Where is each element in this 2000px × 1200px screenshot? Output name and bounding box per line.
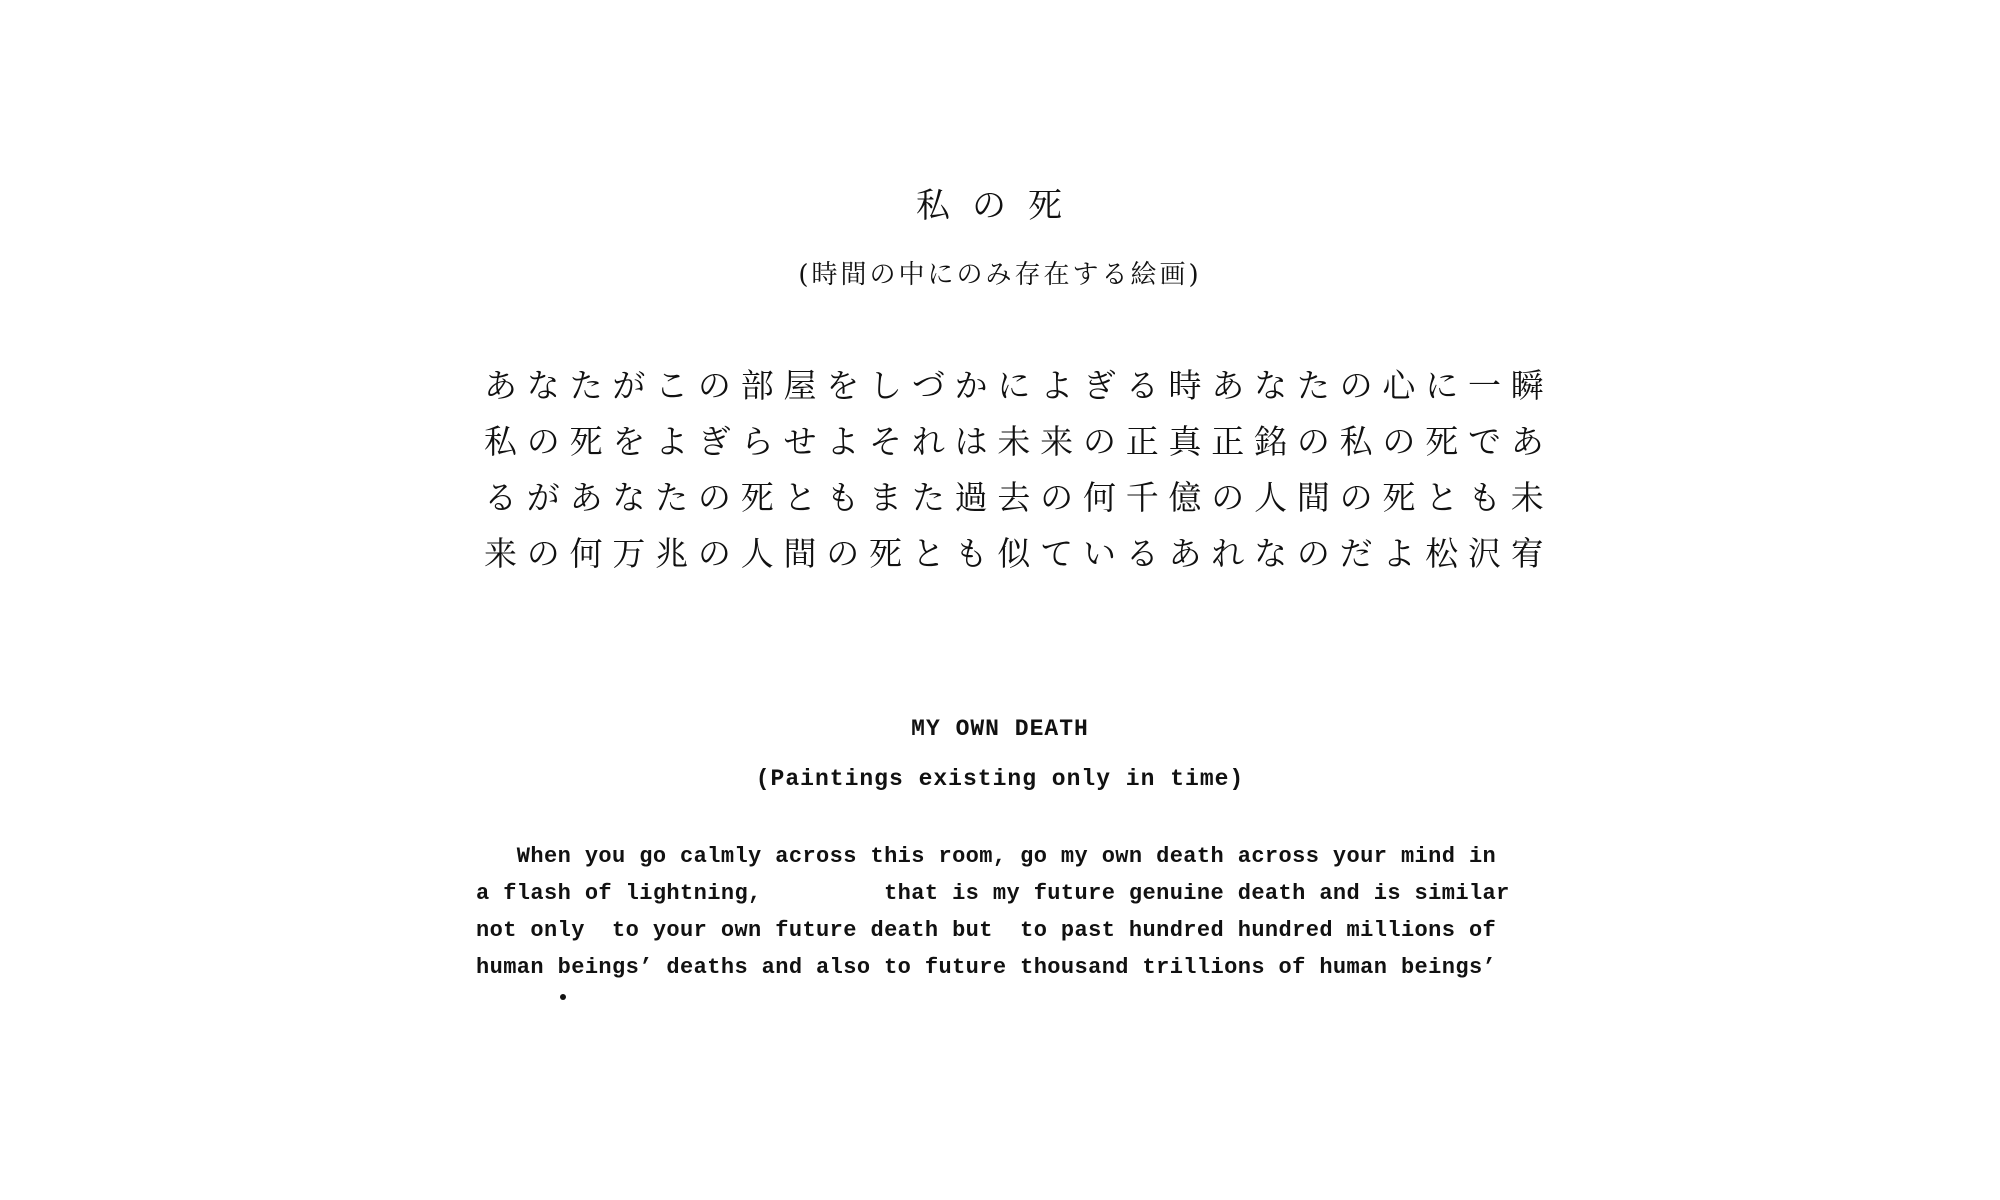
japanese-poem [484,358,1544,582]
japanese-line-2: 私 の 死 を よ ぎ ら せ よ そ れ は 未 来 の 正 真 正 銘 の 私 の 死 で あ [484,422,1544,461]
english-line-4: human beings’ deaths and also to future thousand trillions of human beings’ [476,955,1497,980]
japanese-line-1: あ な た が こ の 部 屋 を し づ か に よ ぎ る 時 あ な た の 心 に 一 瞬 [484,366,1544,405]
english-line-3: not only to your own future death but to past hundred hundred millions of [476,918,1497,943]
japanese-title: 私の死 [916,186,1084,226]
english-poem [476,838,1546,986]
english-line-2: a flash of lightning, that is my future genuine death and is similar [476,881,1510,906]
english-subtitle: (Paintings existing only in time) [755,766,1245,792]
japanese-line-3: る が あ な た の 死 と も ま た 過 去 の 何 千 億 の 人 間 の 死 と も 未 [484,478,1544,517]
japanese-subtitle: (時間の中にのみ存在する絵画) [798,260,1202,290]
japanese-line-4: 来 の 何 万 兆 の 人 間 の 死 と も 似 て い る あ れ な の だ よ 松 沢 宥 [484,534,1544,573]
english-title: MY OWN DEATH [911,716,1089,742]
english-line-1: When you go calmly across this room, go my own death across your mind in [476,844,1497,869]
trailing-dot [560,994,566,1000]
